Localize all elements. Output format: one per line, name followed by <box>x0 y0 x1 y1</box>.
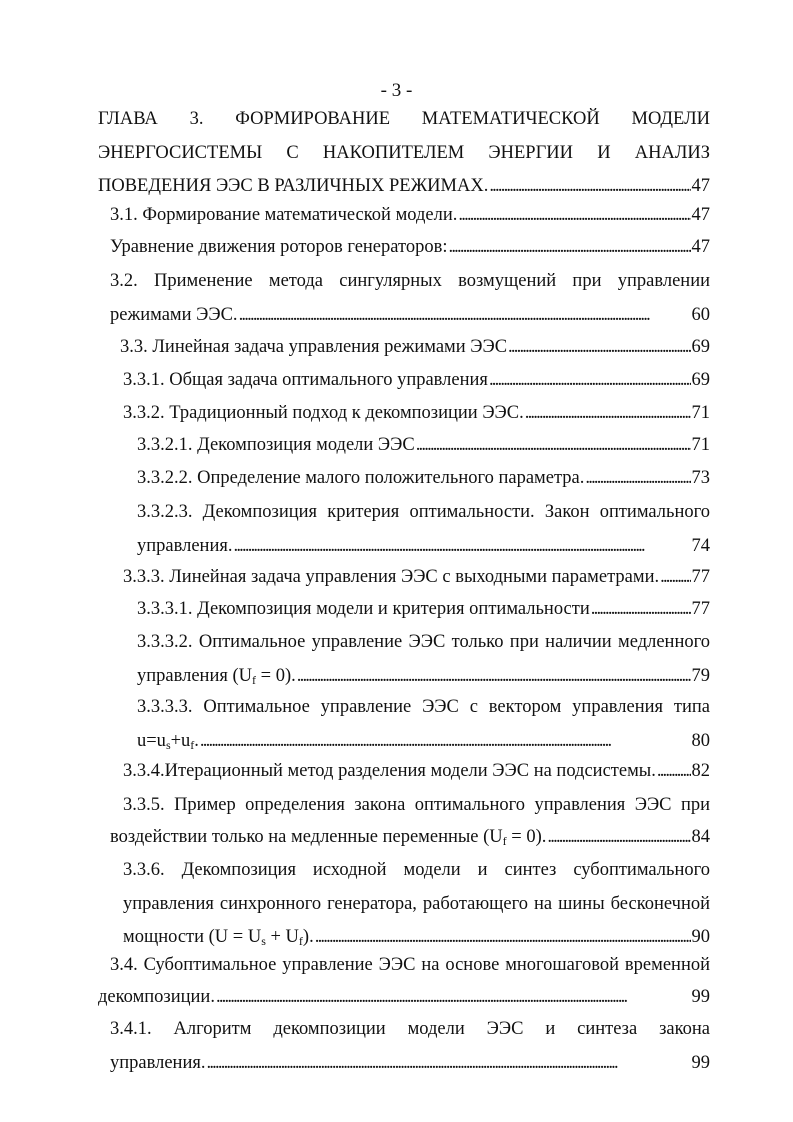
subscript: f <box>190 737 195 752</box>
toc-entry-last-line <box>137 535 710 569</box>
toc-entry-text: 3.3.6. Декомпозиция исходной модели и синтез субоптимального <box>123 860 710 880</box>
toc-entry-3-3-4[interactable] <box>123 760 710 794</box>
toc-page-number: 77 <box>691 599 710 619</box>
toc-entry-text: ПОВЕДЕНИЯ ЭЭС В РАЗЛИЧНЫХ РЕЖИМАХ. <box>98 176 489 197</box>
toc-page-number: 47 <box>691 205 710 225</box>
toc-page-number: 60 <box>691 304 710 325</box>
toc-entry-last-line <box>137 598 710 632</box>
toc-page-number: 47 <box>691 237 710 257</box>
toc-page-number: 79 <box>691 665 710 686</box>
toc-page-number: 90 <box>691 927 710 948</box>
toc-entry-text: 3.2. Применение метода сингулярных возмущений при управлении <box>110 271 710 291</box>
toc-entry-text: ЭНЕРГОСИСТЕМЫ С НАКОПИТЕЛЕМ ЭНЕРГИИ И АНАЛИЗ <box>98 142 710 163</box>
toc-entry-text-part: + U <box>265 927 299 948</box>
toc-entry-3-3-3[interactable] <box>123 566 710 600</box>
subscript: f <box>502 834 507 848</box>
dot-leader <box>200 730 691 752</box>
toc-entry-last-line <box>110 1052 710 1086</box>
page-number: - 3 - <box>380 80 413 101</box>
toc-entry-text: 3.4. Субоптимальное управление ЭЭС на основе многошаговой временной <box>110 955 710 975</box>
toc-entry-text: 3.3.3.2. Оптимальное управление ЭЭС только при наличии медленного <box>137 632 710 652</box>
toc-entry-text: Уравнение движения роторов генераторов: <box>110 237 448 257</box>
toc-entry-text: 3.3.4.Итерационный метод разделения модели ЭЭС на подсистемы. <box>123 761 656 781</box>
toc-entry-last-line <box>98 986 710 1020</box>
toc-entry-text: 3.3.1. Общая задача оптимального управления <box>123 370 488 390</box>
dot-leader <box>315 926 691 948</box>
toc-entry-text-part: . <box>194 730 199 751</box>
toc-entry-text: 3.3.2. Традиционный подход к декомпозиции ЭЭС. <box>123 403 524 423</box>
dot-leader <box>297 665 691 687</box>
toc-entry-last-line <box>110 304 710 338</box>
toc-entry-3-3-5-cont[interactable] <box>110 826 710 860</box>
toc-entry-text-part: u=u <box>137 730 166 751</box>
dot-leader <box>489 369 691 391</box>
toc-entry-text <box>123 926 314 948</box>
dot-leader <box>489 175 690 197</box>
toc-entry-last-line <box>120 336 710 370</box>
toc-entry-rotor-equation[interactable] <box>110 236 710 270</box>
dot-leader <box>547 826 690 848</box>
toc-entry-text: управления синхронного генератора, работающего на шины бесконечной <box>123 893 710 914</box>
subscript: f <box>252 672 257 687</box>
toc-entry-text-part: управления (U <box>137 665 253 686</box>
toc-page-number: 99 <box>691 987 710 1007</box>
toc-entry-text: декомпозиции. <box>98 987 215 1007</box>
toc-entry-text: 3.4.1. Алгоритм декомпозиции модели ЭЭС и синтеза закона <box>110 1019 710 1039</box>
toc-entry-last-line <box>137 467 710 501</box>
toc-entry-text <box>137 665 296 687</box>
dot-leader <box>508 336 690 358</box>
toc-entry-3-3-6[interactable] <box>123 859 710 960</box>
toc-entry-text-part: +u <box>170 730 191 751</box>
dot-leader <box>239 304 691 326</box>
toc-entry-text: 3.3.3. Линейная задача управления ЭЭС с выходными параметрами. <box>123 567 660 587</box>
toc-entry-3-3-2[interactable] <box>123 402 710 436</box>
toc-entry-3-3[interactable] <box>120 336 710 370</box>
toc-page-number: 73 <box>691 468 710 488</box>
toc-entry-3-3-1[interactable] <box>123 369 710 403</box>
dot-leader <box>591 598 691 620</box>
toc-page-number: 84 <box>691 827 710 847</box>
toc-page-number: 82 <box>691 761 710 781</box>
toc-entry-last-line <box>110 826 710 860</box>
dot-leader <box>416 434 691 456</box>
toc-entry-text: 3.3.5. Пример определения закона оптимального управления ЭЭС при <box>123 795 710 815</box>
toc-entry-3-3-3-1[interactable] <box>137 598 710 632</box>
toc-entry-text: 3.3.2.1. Декомпозиция модели ЭЭС <box>137 435 415 455</box>
toc-entry-text <box>110 826 546 848</box>
dot-leader <box>657 760 691 782</box>
toc-entry-text: 3.1. Формирование математической модели. <box>110 205 458 225</box>
dot-leader <box>525 402 691 424</box>
toc-entry-3-4-cont[interactable] <box>98 986 710 1020</box>
toc-entry-last-line <box>123 369 710 403</box>
dot-leader <box>216 986 691 1008</box>
toc-page-number: 71 <box>691 403 710 423</box>
toc-entry-text: управления. <box>137 535 233 556</box>
dot-leader <box>458 204 690 226</box>
toc-entry-3-4-1[interactable] <box>110 1018 710 1085</box>
toc-page-number: 69 <box>691 337 710 357</box>
toc-entry-3-3-2-3[interactable] <box>137 501 710 568</box>
toc-entry-text-part: = 0). <box>506 827 547 847</box>
toc-entry-text: 3.3.2.3. Декомпозиция критерия оптимальности. Закон оптимального <box>137 502 710 522</box>
subscript: f <box>298 934 303 949</box>
toc-entry-last-line <box>123 402 710 436</box>
subscript: s <box>165 737 171 752</box>
toc-entry-text: управления. <box>110 1052 206 1073</box>
toc-entry-text-part: воздействии только на медленные переменные (U <box>110 827 503 847</box>
toc-page-number: 69 <box>691 370 710 390</box>
toc-entry-text: 3.3.3.3. Оптимальное управление ЭЭС с вектором управления типа <box>137 697 710 717</box>
toc-entry-last-line <box>137 665 710 699</box>
toc-page-number: 74 <box>691 535 710 556</box>
toc-page-number: 47 <box>691 176 710 197</box>
toc-entry-last-line <box>137 730 710 764</box>
toc-page-number: 77 <box>691 567 710 587</box>
toc-entry-chapter-3[interactable] <box>98 108 710 209</box>
toc-entry-3-3-3-3[interactable] <box>137 696 710 763</box>
toc-entry-last-line <box>123 566 710 600</box>
subscript: s <box>261 934 266 949</box>
toc-page-number: 71 <box>691 435 710 455</box>
toc-entry-last-line <box>137 434 710 468</box>
toc-page-number: 99 <box>691 1052 710 1073</box>
toc-entry-3-4[interactable] <box>110 954 710 988</box>
toc-entry-last-line <box>110 204 710 238</box>
dot-leader <box>448 236 690 258</box>
toc-entry-3-3-3-2[interactable] <box>137 631 710 698</box>
dot-leader <box>585 467 690 489</box>
toc-entry-3-1[interactable] <box>110 204 710 238</box>
toc-entry-text: режимами ЭЭС. <box>110 304 238 325</box>
toc-entry-last-line <box>110 236 710 270</box>
dot-leader <box>660 566 690 588</box>
toc-entry-3-3-2-1[interactable] <box>137 434 710 468</box>
dot-leader <box>233 535 690 557</box>
toc-entry-text <box>137 730 199 752</box>
toc-entry-3-2[interactable] <box>110 270 710 337</box>
toc-entry-3-3-2-2[interactable] <box>137 467 710 501</box>
toc-entry-text-part: мощности (U = U <box>123 927 262 948</box>
toc-entry-last-line <box>123 760 710 794</box>
toc-entry-3-3-5[interactable] <box>123 794 710 828</box>
dot-leader <box>206 1052 690 1074</box>
toc-entry-text: 3.3.2.2. Определение малого положительного параметра. <box>137 468 585 488</box>
toc-entry-text: ГЛАВА 3. ФОРМИРОВАНИЕ МАТЕМАТИЧЕСКОЙ МОДЕЛИ <box>98 109 710 129</box>
toc-entry-text-part: ). <box>302 927 314 948</box>
toc-entry-text: 3.3. Линейная задача управления режимами ЭЭС <box>120 337 508 357</box>
toc-page-number: 80 <box>691 730 710 751</box>
toc-entry-text: 3.3.3.1. Декомпозиция модели и критерия оптимальности <box>137 599 590 619</box>
toc-entry-text-part: = 0). <box>256 665 296 686</box>
